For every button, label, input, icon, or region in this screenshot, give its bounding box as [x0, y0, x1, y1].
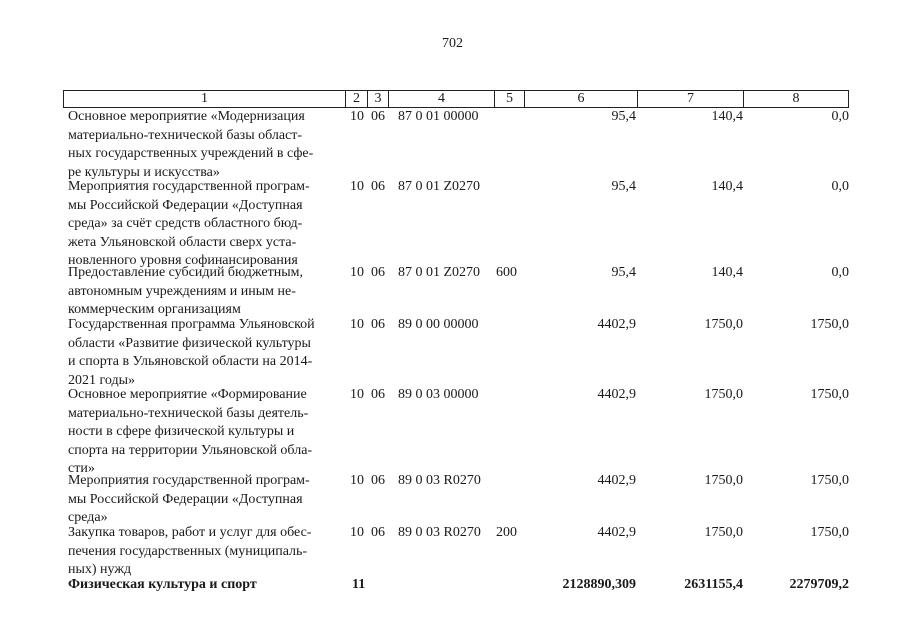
row-name-line: жета Ульяновской области сверх уста- [68, 234, 297, 250]
cell-c4: 87 0 01 00000 [398, 109, 479, 124]
cell-c3: 06 [371, 317, 385, 332]
table-header-row [63, 90, 849, 108]
row-name-line: материально-технической базы област- [68, 127, 303, 143]
row-name-line: материально-технической базы деятель- [68, 405, 309, 421]
cell-c3: 06 [371, 525, 385, 540]
row-name-line: Физическая культура и спорт [68, 577, 257, 592]
cell-c6: 4402,9 [597, 317, 636, 332]
row-name-line: Закупка товаров, работ и услуг для обес- [68, 525, 312, 540]
cell-c8: 0,0 [831, 109, 849, 124]
row-name-line: Основное мероприятие «Модернизация [68, 109, 305, 124]
cell-c8: 2279709,2 [789, 577, 849, 592]
row-name [68, 264, 343, 320]
cell-c7: 1750,0 [704, 473, 743, 488]
cell-c6: 4402,9 [597, 473, 636, 488]
cell-c2: 10 [350, 265, 364, 280]
cell-c6: 95,4 [611, 179, 636, 194]
row-name [68, 576, 343, 595]
row-name-line: среда» [68, 510, 108, 525]
cell-c8: 0,0 [831, 179, 849, 194]
row-name-line: ных) нужд [68, 562, 132, 577]
header-cell-2: 2 [346, 91, 368, 107]
cell-c3: 06 [371, 265, 385, 280]
row-name-line: автономным учреждениям и иным не- [68, 283, 296, 299]
row-name-line: Предоставление субсидий бюджетным, [68, 265, 304, 280]
row-name-line: и спорта в Ульяновской области на 2014- [68, 354, 313, 369]
cell-c4: 89 0 00 00000 [398, 317, 479, 332]
row-name-line: ных государственных учреждений в сфе- [68, 146, 314, 161]
cell-c8: 1750,0 [810, 525, 849, 540]
cell-c2: 10 [350, 473, 364, 488]
cell-c7: 1750,0 [704, 387, 743, 402]
cell-c2: 10 [350, 317, 364, 332]
row-name-line: области «Развитие физической культуры [68, 335, 311, 351]
row-name [68, 472, 343, 528]
cell-c6: 2128890,309 [562, 577, 636, 592]
row-name-line: коммерческим организациям [68, 302, 241, 317]
row-name-line: Мероприятия государственной програм- [68, 179, 310, 194]
cell-c6: 95,4 [611, 265, 636, 280]
cell-c8: 0,0 [831, 265, 849, 280]
cell-c3: 06 [371, 109, 385, 124]
header-cell-1: 1 [64, 91, 346, 107]
row-name [68, 386, 343, 479]
row-name-line: печения государственных (муниципаль- [68, 543, 308, 559]
cell-c4: 87 0 01 Z0270 [398, 179, 481, 194]
cell-c3: 06 [371, 473, 385, 488]
cell-c7: 140,4 [711, 179, 743, 194]
header-cell-4: 4 [389, 91, 495, 107]
row-name-line: сти» [68, 461, 95, 476]
row-name-line: Основное мероприятие «Формирование [68, 387, 307, 402]
cell-c2: 10 [350, 179, 364, 194]
row-name-line: мы Российской Федерации «Доступная [68, 491, 303, 507]
cell-c7: 140,4 [711, 109, 743, 124]
cell-c2: 10 [350, 525, 364, 540]
row-name [68, 524, 343, 580]
cell-c2: 10 [350, 387, 364, 402]
cell-c7: 1750,0 [704, 317, 743, 332]
cell-c8: 1750,0 [810, 387, 849, 402]
row-name-line: Мероприятия государственной програм- [68, 473, 310, 488]
cell-c4: 89 0 03 R0270 [398, 525, 481, 540]
cell-c2: 11 [352, 577, 366, 592]
row-name-line: мы Российской Федерации «Доступная [68, 197, 303, 213]
row-name [68, 178, 343, 271]
cell-c3: 06 [371, 387, 385, 402]
cell-c4: 87 0 01 Z0270 [398, 265, 481, 280]
cell-c8: 1750,0 [810, 317, 849, 332]
cell-c5: 600 [496, 265, 517, 280]
header-cell-5: 5 [495, 91, 525, 107]
row-name-line: ре культуры и искусства» [68, 164, 220, 180]
cell-c7: 2631155,4 [684, 577, 743, 592]
row-name [68, 108, 343, 182]
row-name-line: новленного уровня софинансирования [68, 253, 298, 268]
row-name-line: 2021 годы» [68, 372, 136, 388]
cell-c6: 4402,9 [597, 387, 636, 402]
row-name-line: ности в сфере физической культуры и [68, 424, 295, 439]
cell-c7: 140,4 [711, 265, 743, 280]
cell-c4: 89 0 03 00000 [398, 387, 479, 402]
cell-c2: 10 [350, 109, 364, 124]
header-cell-8: 8 [792, 91, 800, 106]
cell-c5: 200 [496, 525, 517, 540]
row-name-line: Государственная программа Ульяновской [68, 317, 315, 332]
page-number: 702 [442, 36, 463, 51]
header-cell-7: 7 [638, 91, 744, 107]
cell-c6: 4402,9 [597, 525, 636, 540]
row-name [68, 316, 343, 390]
cell-c6: 95,4 [611, 109, 636, 124]
row-name-line: спорта на территории Ульяновской обла- [68, 442, 313, 458]
header-cell-6: 6 [525, 91, 638, 107]
cell-c8: 1750,0 [810, 473, 849, 488]
cell-c4: 89 0 03 R0270 [398, 473, 481, 488]
header-cell-3: 3 [368, 91, 389, 107]
cell-c7: 1750,0 [704, 525, 743, 540]
row-name-line: среда» за счёт средств областного бюд- [68, 216, 303, 231]
cell-c3: 06 [371, 179, 385, 194]
